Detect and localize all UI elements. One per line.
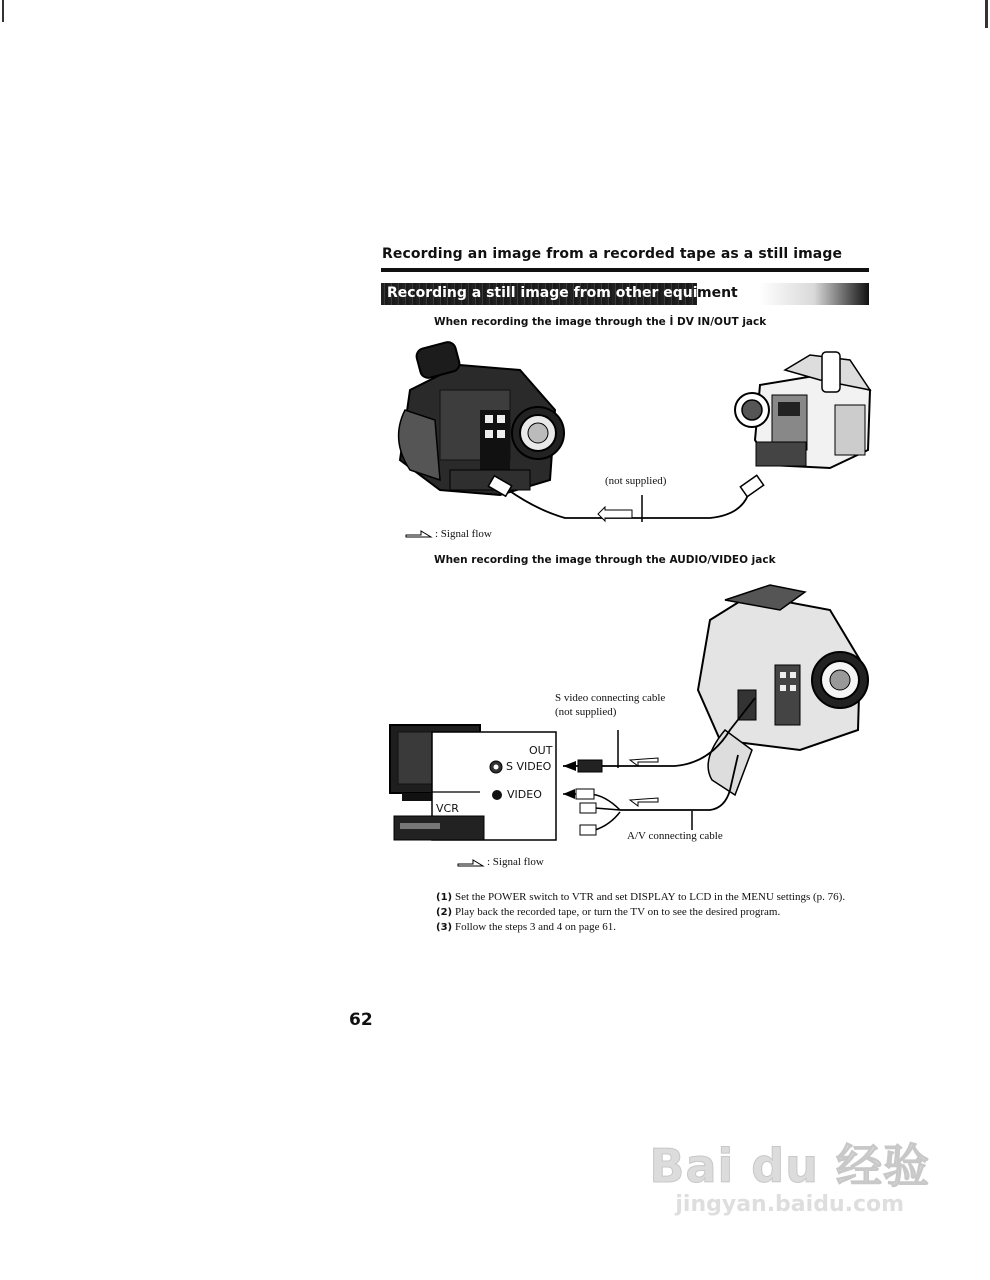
instruction-steps xyxy=(436,890,876,935)
s-video-jack-center xyxy=(494,765,499,770)
watermark-url: jingyan.baidu.com xyxy=(675,1192,905,1217)
diagram2-heading: When recording the image through the AUDIO/VIDEO jack xyxy=(434,554,776,566)
s-video-plug xyxy=(578,760,602,772)
camcorder-av-illustration xyxy=(698,585,868,795)
vcr-out-label: OUT xyxy=(529,744,553,757)
baidu-watermark xyxy=(649,1130,930,1217)
step-text: Follow the steps 3 and 4 on page 61. xyxy=(455,921,617,933)
page-header-title: Recording an image from a recorded tape as a still image xyxy=(382,246,843,262)
step-1 xyxy=(436,890,876,905)
scan-edge-mark-left xyxy=(2,0,4,22)
diagram1-heading: When recording the image through the İ DV IN/OUT jack xyxy=(434,316,767,328)
s-video-cable-label-line1: S video connecting cable xyxy=(555,692,666,704)
step-number: (1) xyxy=(436,892,453,903)
dv-cable-label: (not supplied) xyxy=(605,475,667,487)
vcr-name-label: VCR xyxy=(436,802,459,815)
signal-flow-arrow xyxy=(598,507,632,521)
camcorder-left-illustration xyxy=(399,340,564,495)
camcorder-right-illustration xyxy=(735,352,870,468)
av-signal-arrow xyxy=(630,798,658,806)
s-video-cable-label xyxy=(555,691,665,719)
s-video-plug-arrow xyxy=(563,761,576,771)
legend-arrow-icon-2 xyxy=(457,857,485,869)
s-video-cable-label-line2: (not supplied) xyxy=(555,706,617,718)
vcr-s-video-label: S VIDEO xyxy=(506,760,552,773)
section-title-inverted: Recording a still image from other equip xyxy=(387,285,708,301)
legend-signal-flow: : Signal flow xyxy=(435,528,492,540)
section-title-bar xyxy=(381,283,869,305)
vcr-video-label: VIDEO xyxy=(507,788,542,801)
step-number: (2) xyxy=(436,907,453,918)
step-2 xyxy=(436,905,876,920)
watermark-logo-text: Bai du 经验 xyxy=(649,1139,930,1193)
legend-arrow-icon xyxy=(405,528,433,540)
header-rule xyxy=(381,268,869,272)
av-cable-label: A/V connecting cable xyxy=(627,830,723,842)
step-number: (3) xyxy=(436,922,453,933)
page-number: 62 xyxy=(349,1010,373,1030)
step-3 xyxy=(436,920,876,935)
scan-edge-mark-right xyxy=(985,0,988,28)
av-audio-plug-r xyxy=(580,825,596,835)
av-video-plug xyxy=(576,789,594,799)
video-jack-icon xyxy=(492,790,502,800)
av-video-plug-arrow xyxy=(563,789,575,799)
s-video-signal-arrow xyxy=(630,758,658,766)
legend-signal-flow-2: : Signal flow xyxy=(487,856,544,868)
section-bar-gradient xyxy=(759,283,869,305)
section-title-tail: ment xyxy=(697,285,738,301)
dv-plug-right xyxy=(740,475,763,496)
step-text: Set the POWER switch to VTR and set DISPLAY to LCD in the MENU settings (p. 76). xyxy=(455,891,846,903)
av-audio-plug-l xyxy=(580,803,596,813)
diagram1-dv-connection xyxy=(380,330,880,530)
step-text: Play back the recorded tape, or turn the TV on to see the desired program. xyxy=(455,906,781,918)
